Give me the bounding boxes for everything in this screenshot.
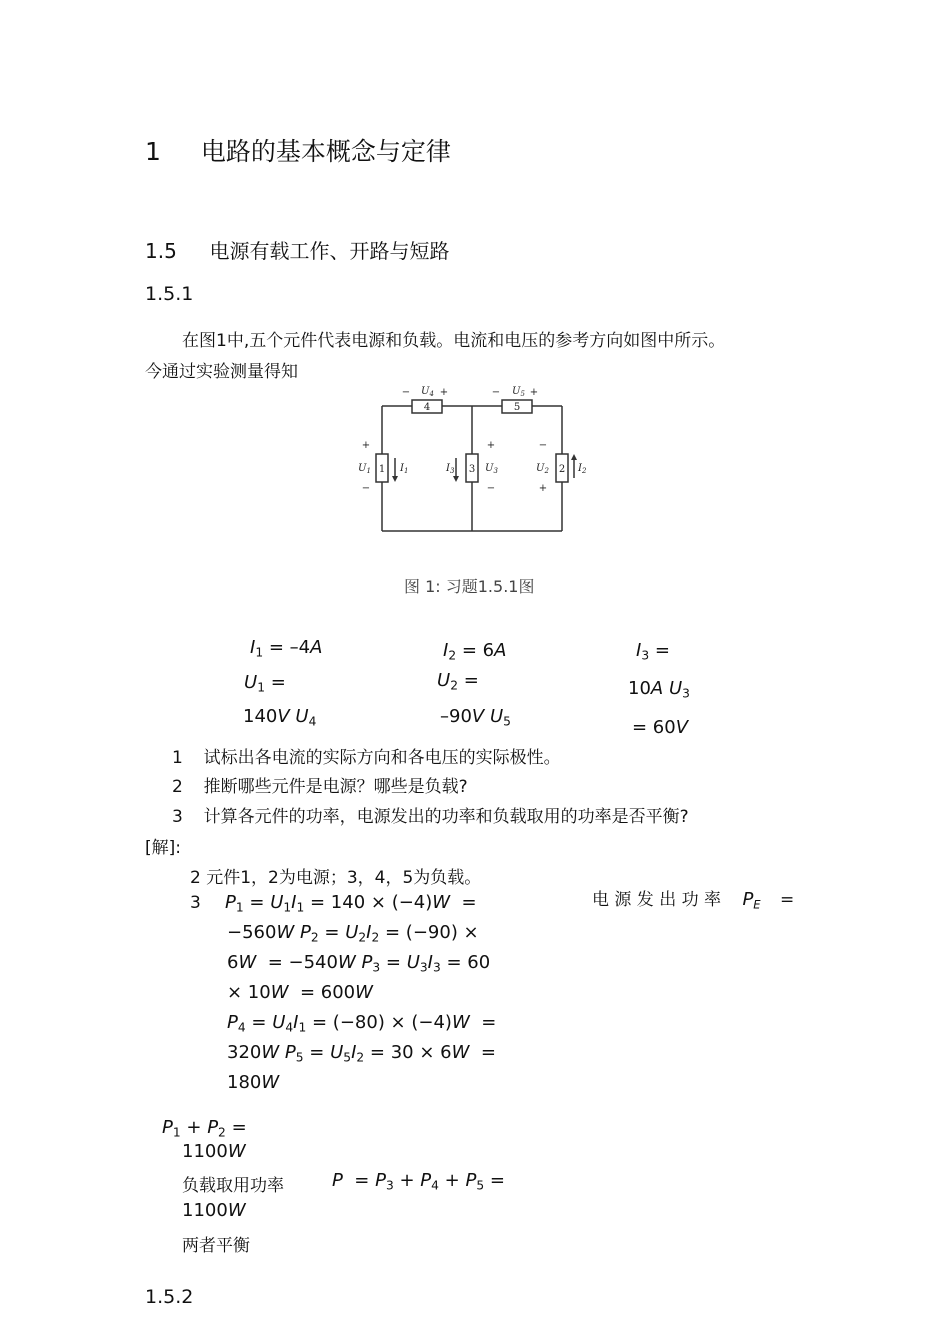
i3-next: 10 xyxy=(628,678,651,699)
section-title: 电源有载工作、开路与短路 xyxy=(209,239,450,263)
u1-next: 140 xyxy=(243,706,278,727)
calc-line-7: 180W xyxy=(227,1072,280,1093)
i2-label: $I_2$ xyxy=(578,463,587,475)
problem-intro-line2: 今通过实验测量得知 xyxy=(145,362,298,382)
calc-line-4: × 10W = 600W xyxy=(227,982,373,1003)
u5-label: $U_5$ xyxy=(512,386,525,398)
load-sum: $P = P_3 + P_4 + P_5$ = xyxy=(332,1170,505,1193)
power-out: 电 源 发 出 功 率 $P_E$ = xyxy=(592,889,795,912)
given-u2-cont: –90V $U_5$ xyxy=(440,706,511,729)
given-u2: $U_2$ = xyxy=(437,670,479,693)
u1-minus: − xyxy=(361,483,371,494)
u5-plus: + xyxy=(529,387,539,398)
question-3-number: 3 xyxy=(172,807,183,827)
problem-number: 1.5.1 xyxy=(145,283,194,305)
chapter-heading xyxy=(145,132,451,168)
calc-line-2: −560W $P_2 = U_2I_2 = (-90)$ × xyxy=(227,922,479,945)
u3-value: = 60 xyxy=(632,717,676,738)
question-1-number: 1 xyxy=(172,748,183,768)
given-u1-cont: 140V $U_4$ xyxy=(243,706,317,729)
i1-value: = –4 xyxy=(268,637,311,658)
answer-3-number: 3 xyxy=(190,893,201,913)
u2-next: –90 xyxy=(440,706,472,727)
given-i1: $I_1 = -4A$ xyxy=(250,637,323,660)
u2-minus: − xyxy=(538,440,548,451)
u4-minus: − xyxy=(401,387,411,398)
element-4-label: 4 xyxy=(423,402,431,413)
question-2 xyxy=(172,772,468,797)
solution-label: [解]: xyxy=(145,838,181,858)
i3-label: $I_3$ xyxy=(446,463,455,475)
chapter-number: 1 xyxy=(145,137,161,166)
u3-minus: − xyxy=(486,483,496,494)
u4-plus: + xyxy=(439,387,449,398)
question-1-text: 试标出各电流的实际方向和各电压的实际极性。 xyxy=(203,748,561,768)
i2-value: = 6 xyxy=(461,640,495,661)
power-out-sum: $P_1 + P_2$ = xyxy=(162,1117,247,1140)
problem-intro-line1: 在图1中,五个元件代表电源和负载。电流和电压的参考方向如图中所示。 xyxy=(182,331,726,351)
given-u1: $U_1$ = xyxy=(244,672,286,695)
power-out-total: 1100W xyxy=(182,1141,246,1162)
calc-line-6: 320W $P_5 = U_5I_2 = 30 \times 6W$ = xyxy=(227,1042,496,1065)
next-problem-number: 1.5.2 xyxy=(145,1286,194,1308)
answer-2: 2 元件1，2为电源；3，4，5为负载。 xyxy=(190,868,482,888)
question-3-text: 计算各元件的功率，电源发出的功率和负载取用的功率是否平衡? xyxy=(203,807,689,827)
question-2-number: 2 xyxy=(172,777,183,797)
given-i3-cont: 10A $U_3$ xyxy=(628,678,690,701)
u2-value: = xyxy=(463,670,479,691)
chapter-title: 电路的基本概念与定律 xyxy=(200,137,451,166)
question-3 xyxy=(172,802,689,827)
u2-label: $U_2$ xyxy=(536,463,549,475)
u5-minus: − xyxy=(491,387,501,398)
element-1-label: 1 xyxy=(378,464,386,475)
element-2-label: 2 xyxy=(558,464,566,475)
section-heading xyxy=(145,235,450,264)
i1-label: $I_1$ xyxy=(400,463,409,475)
figure-caption: 图 1: 习题1.5.1图 xyxy=(404,577,535,596)
given-i3: $I_3$ = xyxy=(636,640,670,663)
given-i2: $I_2 = 6A$ xyxy=(443,640,507,663)
current-arrow-i1 xyxy=(392,476,398,482)
given-u3-cont: = 60V xyxy=(632,717,689,738)
calc-line-1: $P_1 = U_1I_1 = 140 \times (-4)W$ = xyxy=(225,892,477,915)
question-1 xyxy=(172,743,561,768)
current-arrow-i3 xyxy=(453,476,459,482)
circuit-figure xyxy=(360,384,590,544)
load-label: 负载取用功率 xyxy=(182,1176,284,1196)
calc-line-3: 6W = −540W $P_3 = U_3I_3 = 60$ xyxy=(227,952,491,975)
element-3-label: 3 xyxy=(468,464,476,475)
i3-value: = xyxy=(654,640,670,661)
balanced-conclusion: 两者平衡 xyxy=(182,1236,250,1256)
u1-value: = xyxy=(270,672,286,693)
question-2-text: 推断哪些元件是电源？哪些是负载? xyxy=(203,777,468,797)
i2-unit: A xyxy=(494,640,507,661)
u3-label: $U_3$ xyxy=(485,463,498,475)
current-arrow-i2 xyxy=(571,454,577,460)
u4-label: $U_4$ xyxy=(421,386,434,398)
section-number: 1.5 xyxy=(145,239,177,263)
u3-plus: + xyxy=(486,440,496,451)
u2-plus: + xyxy=(538,483,548,494)
load-total: 1100W xyxy=(182,1200,246,1221)
u1-label: $U_1$ xyxy=(358,463,371,475)
i1-unit: A xyxy=(310,637,323,658)
calc-line-5: $P_4 = U_4I_1 = (-80) \times (-4)W$ = xyxy=(227,1012,497,1035)
element-5-label: 5 xyxy=(513,402,521,413)
power-out-label: 电 源 发 出 功 率 xyxy=(592,890,722,910)
u1-plus: + xyxy=(361,440,371,451)
